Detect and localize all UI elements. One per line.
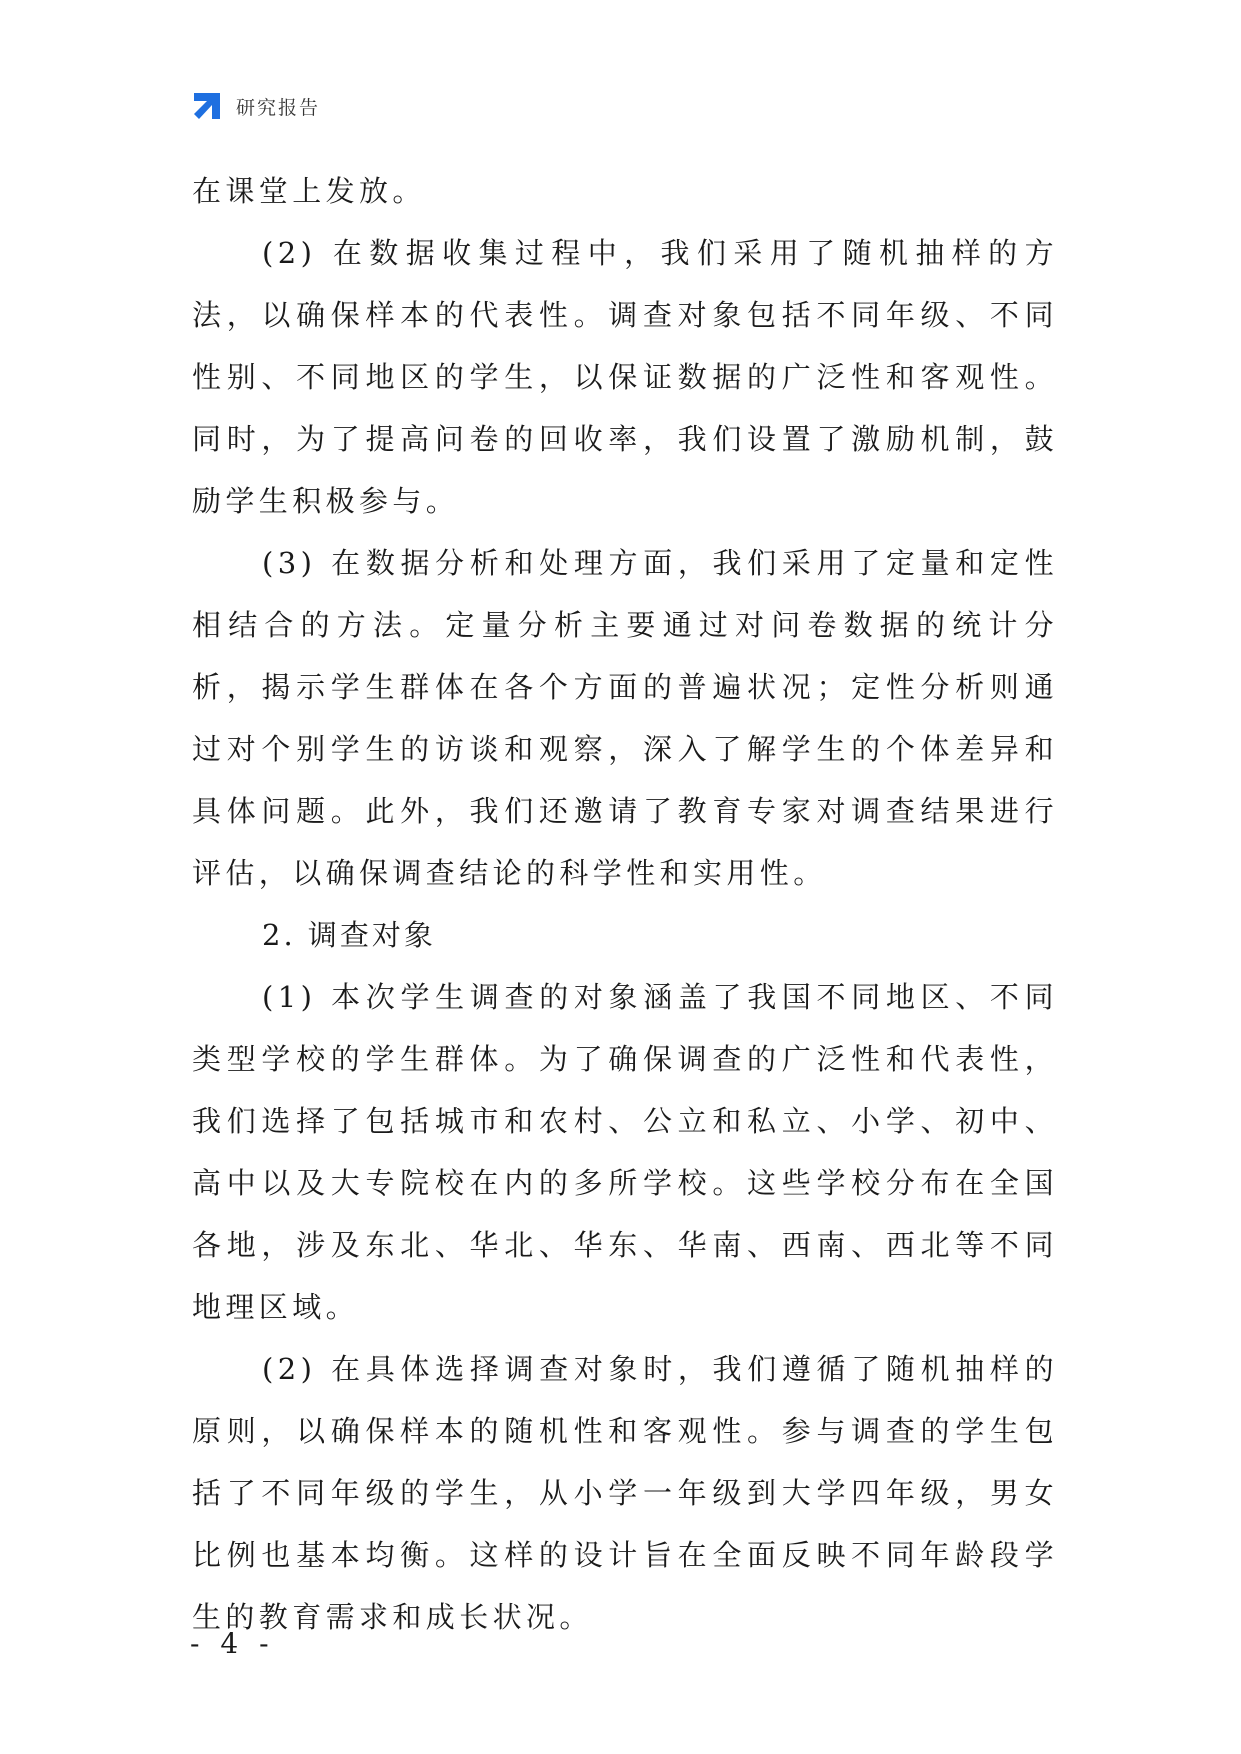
paragraph-sampling: (2) 在具体选择调查对象时，我们遵循了随机抽样的原则，以确保样本的随机性和客观性。参与调查的学生包括了不同年级的学生，从小学一年级到大学四年级，男女比例也基本均衡。这样的设计旨在全面反映不同年龄段学生的教育需求和成长状况。 <box>192 1352 1058 1634</box>
document-body <box>192 160 1058 1648</box>
section-heading: 2. 调查对象 <box>262 918 436 952</box>
paragraph-data-collection: (2) 在数据收集过程中，我们采用了随机抽样的方法，以确保样本的代表性。调查对象包括不同年级、不同性别、不同地区的学生，以保证数据的广泛性和客观性。同时，为了提高问卷的回收率，我们设置了激励机制，鼓励学生积极参与。 <box>192 236 1058 518</box>
page-header <box>190 88 320 124</box>
header-title: 研究报告 <box>236 96 321 119</box>
arrow-logo-icon <box>190 89 224 123</box>
paragraph-survey-scope: (1) 本次学生调查的对象涵盖了我国不同地区、不同类型学校的学生群体。为了确保调查的广泛性和代表性，我们选择了包括城市和农村、公立和私立、小学、初中、高中以及大专院校在内的多所学校。这些学校分布在全国各地，涉及东北、华北、华东、华南、西南、西北等不同地理区域。 <box>192 980 1058 1324</box>
paragraph-continuation: 在课堂上发放。 <box>192 174 426 208</box>
page-number: - 4 - <box>190 1627 275 1660</box>
paragraph-data-analysis: (3) 在数据分析和处理方面，我们采用了定量和定性相结合的方法。定量分析主要通过对问卷数据的统计分析，揭示学生群体在各个方面的普遍状况；定性分析则通过对个别学生的访谈和观察，深入了解学生的个体差异和具体问题。此外，我们还邀请了教育专家对调查结果进行评估，以确保调查结论的科学性和实用性。 <box>192 546 1058 890</box>
